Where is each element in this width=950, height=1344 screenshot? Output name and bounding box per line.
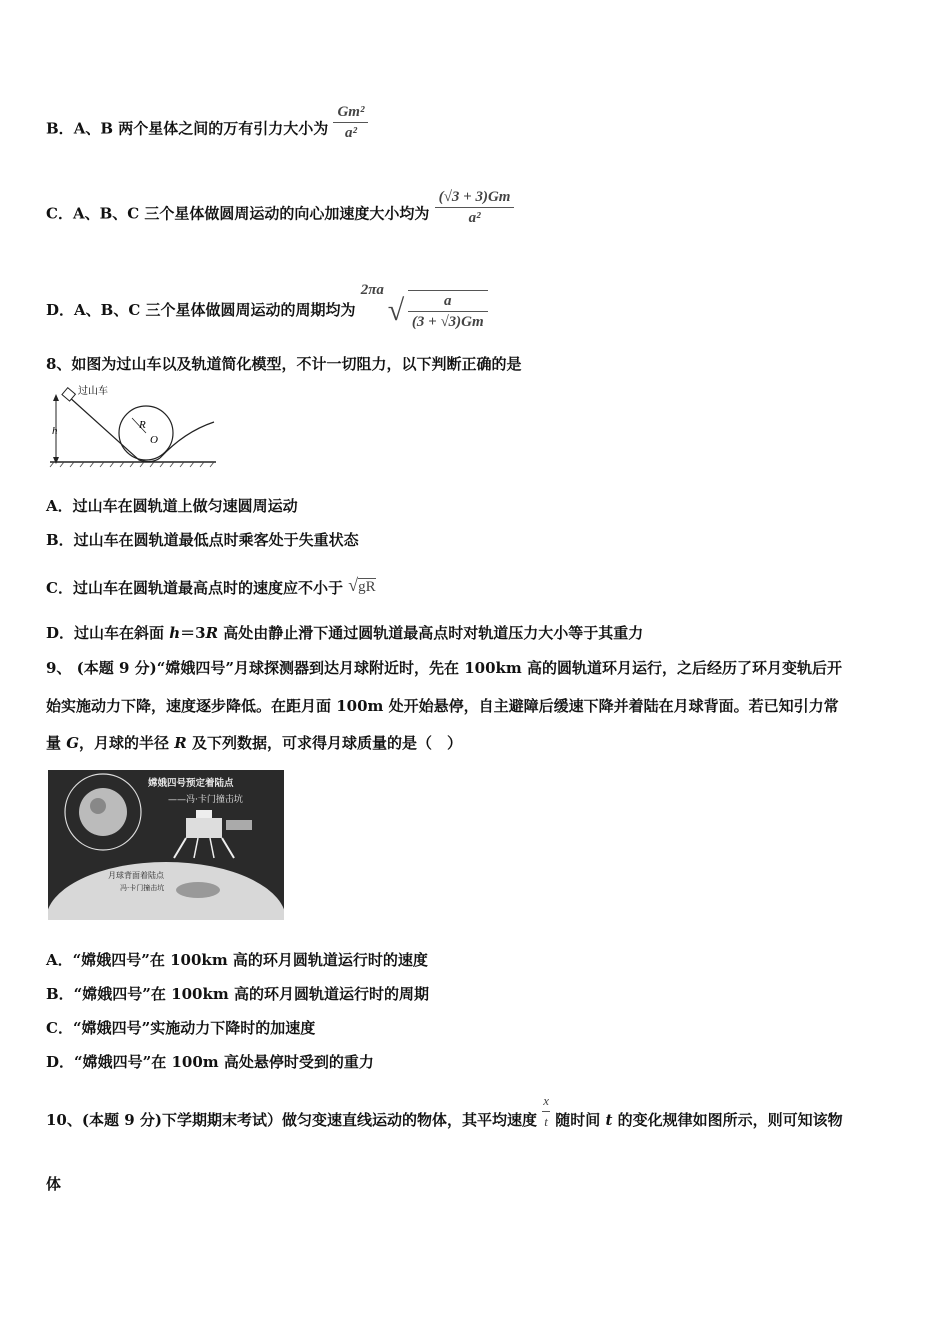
photo-sub1: 月球背面着陆点 bbox=[108, 871, 164, 880]
q7-option-b: B．A、B 两个星体之间的万有引力大小为 $\frac{\text{Gm²}}{\text{a²}}$ bbox=[46, 116, 368, 143]
car-icon bbox=[62, 388, 75, 401]
q7-option-c-fraction: $\frac{(√3 + 3)Gm}{\text{a²}}$ bbox=[435, 187, 515, 228]
q9-option-b: B．“嫦娥四号”在 100km 高的环月圆轨道运行时的周期 bbox=[46, 985, 429, 1003]
q8-option-b: B．过山车在圆轨道最低点时乘客处于失重状态 bbox=[46, 531, 359, 549]
q9-line2: 始实施动力下降，速度逐步降低。在距月面 100m 处开始悬停，自主避障后缓速下降并着陆在月球背面。若已知引力常 bbox=[46, 697, 839, 715]
photo-title2: ——冯·卡门撞击坑 bbox=[168, 795, 243, 805]
car-label: 过山车 bbox=[78, 386, 108, 397]
photo-sub2: 冯·卡门撞击坑 bbox=[120, 884, 165, 892]
q7-option-b-fraction: $\frac{\text{Gm²}}{\text{a²}}$ bbox=[333, 102, 368, 143]
q7-option-c: C．A、B、C 三个星体做圆周运动的向心加速度大小均为 $\frac{(√3 + 3)Gm}{\text{a²}}$ bbox=[46, 201, 514, 228]
avg-velocity-fraction: $\frac{x}{t}$ bbox=[543, 1092, 549, 1129]
q10-line2: 体 bbox=[46, 1175, 62, 1193]
q8-option-d: D．过山车在斜面 h＝3R 高处由静止滑下通过圆轨道最高点时对轨道压力大小等于其重力 bbox=[46, 624, 644, 642]
q9-line1: 9、 (本题 9 分)“嫦娥四号”月球探测器到达月球附近时，先在 100km 高的圆轨道环月运行，之后经历了环月变轨后开 bbox=[46, 659, 843, 677]
q7-option-d: D．A、B、C 三个星体做圆周运动的周期均为 2πa √ $\frac{a}{(3 + √3)Gm}$ bbox=[46, 290, 488, 332]
r-label: R bbox=[139, 419, 146, 431]
q9-option-c: C．“嫦娥四号”实施动力下降时的加速度 bbox=[46, 1019, 316, 1037]
q7-option-d-expr: 2πa √ $\frac{a}{(3 + √3)Gm}$ bbox=[361, 290, 488, 332]
roller-coaster-figure bbox=[44, 382, 224, 468]
q8-stem: 8、如图为过山车以及轨道简化模型，不计一切阻力，以下判断正确的是 bbox=[46, 355, 522, 373]
o-label: O bbox=[150, 434, 158, 446]
q10-line1: 10、(本题 9 分)下学期期末考试）做匀变速直线运动的物体，其平均速度 $\frac{x}{t}$ 随时间 t 的变化规律如图所示，则可知该物 bbox=[46, 1110, 843, 1132]
q9-option-a: A．“嫦娥四号”在 100km 高的环月圆轨道运行时的速度 bbox=[46, 951, 428, 969]
q9-line3: 量 G，月球的半径 R 及下列数据，可求得月球质量的是（ ） bbox=[46, 734, 462, 752]
change4-photo bbox=[48, 770, 284, 920]
photo-title1: 嫦娥四号预定着陆点 bbox=[148, 778, 234, 789]
q8-option-a: A．过山车在圆轨道上做匀速圆周运动 bbox=[46, 497, 298, 515]
q8-option-c: C．过山车在圆轨道最高点时的速度应不小于 √gR bbox=[46, 575, 376, 597]
q9-option-d: D．“嫦娥四号”在 100m 高处悬停时受到的重力 bbox=[46, 1053, 374, 1071]
h-label: h bbox=[52, 425, 58, 437]
